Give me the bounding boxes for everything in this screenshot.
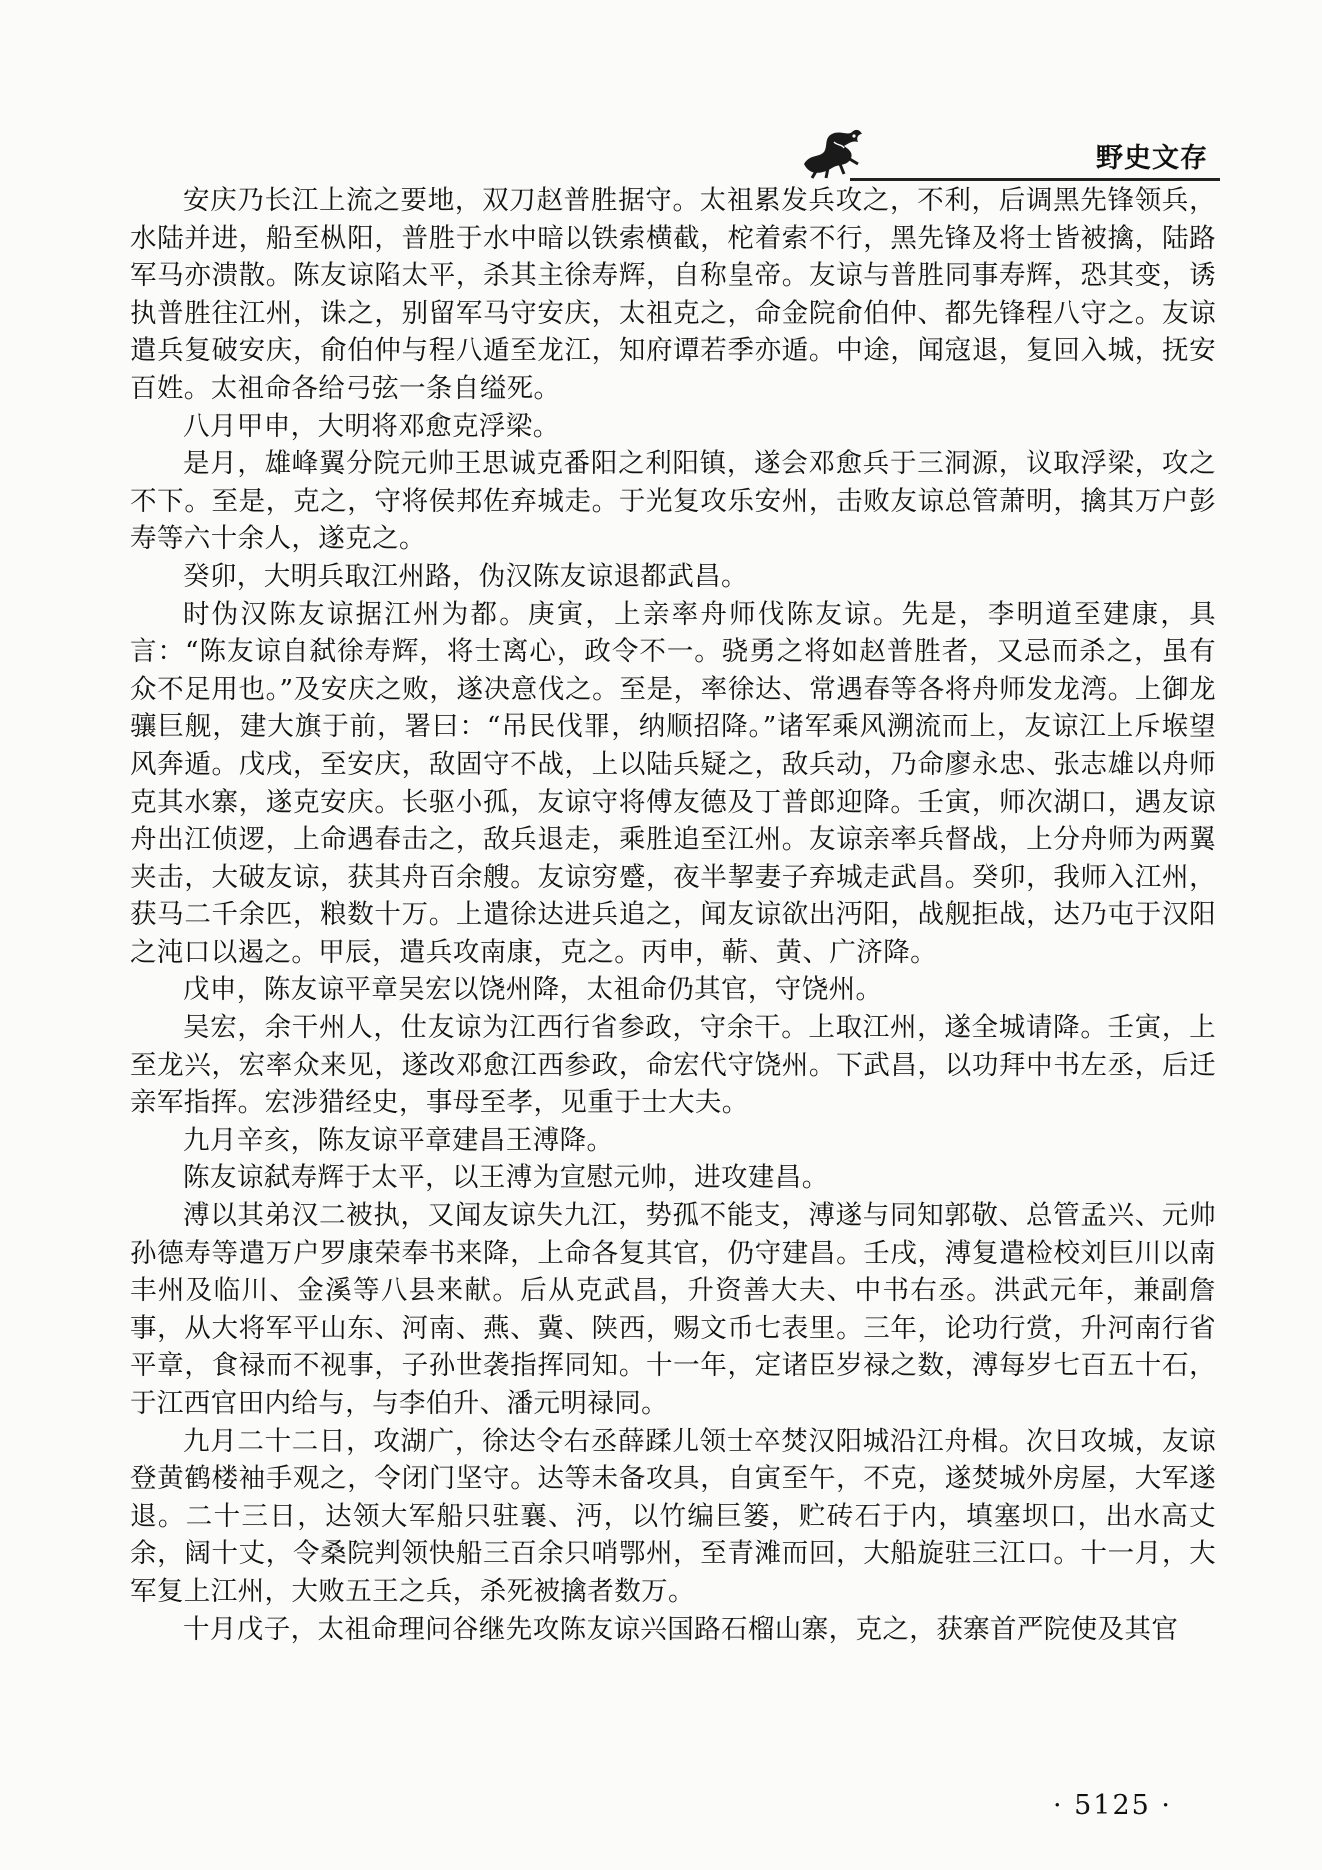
paragraph: 是月，雄峰翼分院元帅王思诚克番阳之利阳镇，遂会邓愈兵于三洞源，议取浮梁，攻之不下。至是，克之，守将侯邦佐弃城走。于光复攻乐安州，击败友谅总管萧明，擒其万户彭寿等六十余人，遂克之。: [130, 448, 1216, 555]
dragon-emblem-icon: [798, 124, 868, 180]
paragraph: 溥以其弟汉二被执，又闻友谅失九江，势孤不能支，溥遂与同知郭敬、总管孟兴、元帅孙德寿等遣万户罗康荣奉书来降，上命各复其官，仍守建昌。壬戌，溥复遣检校刘巨川以南丰州及临川、金溪等八县来献。后从克武昌，升资善大夫、中书右丞。洪武元年，兼副詹事，从大将军平山东、河南、燕、冀、陕西，赐文币七表里。三年，论功行赏，升河南行省平章，食禄而不视事，子孙世袭指挥同知。十一年，定诸臣岁禄之数，溥每岁七百五十石，于江西官田内给与，与李伯升、潘元明禄同。: [130, 1200, 1216, 1419]
paragraph: 戊申，陈友谅平章吴宏以饶州降，太祖命仍其官，守饶州。: [183, 974, 883, 1006]
main-text: [130, 182, 1216, 1648]
paragraph: 八月甲申，大明将邓愈克浮梁。: [183, 410, 560, 442]
page-number: · 5125 ·: [1052, 1790, 1172, 1821]
paragraph: 癸卯，大明兵取江州路，伪汉陈友谅退都武昌。: [183, 560, 748, 592]
paragraph: 十月戊子，太祖命理问谷继先攻陈友谅兴国路石榴山寨，克之，获寨首严院使及其官: [183, 1613, 1179, 1645]
paragraph: 九月二十二日，攻湖广，徐达令右丞薛蹂儿领士卒焚汉阳城沿江舟楫。次日攻城，友谅登黄鹤楼袖手观之，令闭门坚守。达等未备攻具，自寅至午，不克，遂焚城外房屋，大军遂退。二十三日，达领大军船只驻襄、沔，以竹编巨篓，贮砖石于内，填塞坝口，出水高丈余，阔十丈，令桑院判领快船三百余只哨鄂州，至青滩而回，大船旋驻三江口。十一月，大军复上江州，大败五王之兵，杀死被擒者数万。: [130, 1425, 1216, 1607]
paragraph: 时伪汉陈友谅据江州为都。庚寅，上亲率舟师伐陈友谅。先是，李明道至建康，具言：“陈友谅自弑徐寿辉，将士离心，政令不一。骁勇之将如赵普胜者，又忌而杀之，虽有众不足用也。”及安庆之败，遂决意伐之。至是，率徐达、常遇春等各将舟师发龙湾。上御龙骧巨舰，建大旗于前，署曰：“吊民伐罪，纳顺招降。”诸军乘风溯流而上，友谅江上斥堠望风奔遁。戊戌，至安庆，敌固守不战，上以陆兵疑之，敌兵动，乃命廖永忠、张志雄以舟师克其水寨，遂克安庆。长驱小孤，友谅守将傅友德及丁普郎迎降。壬寅，师次湖口，遇友谅舟出江侦逻，上命遇春击之，敌兵退走，乘胜追至江州。友谅亲率兵督战，上分舟师为两翼夹击，大破友谅，获其舟百余艘。友谅穷蹙，夜半挈妻子弃城走武昌。癸卯，我师入江州，获马二千余匹，粮数十万。上遣徐达进兵追之，闻友谅欲出沔阳，战舰拒战，达乃屯于汉阳之沌口以遏之。甲辰，遣兵攻南康，克之。丙申，蕲、黄、广济降。: [130, 598, 1216, 968]
header-rule: [850, 178, 1220, 181]
paragraph: 安庆乃长江上流之要地，双刀赵普胜据守。太祖累发兵攻之，不利，后调黑先锋领兵，水陆并进，船至枞阳，普胜于水中暗以铁索横截，柁着索不行，黑先锋及将士皆被擒，陆路军马亦溃散。陈友谅陷太平，杀其主徐寿辉，自称皇帝。友谅与普胜同事寿辉，恐其变，诱执普胜往江州，诛之，别留军马守安庆，太祖克之，命金院俞伯仲、都先锋程八守之。友谅遣兵复破安庆，俞伯仲与程八遁至龙江，知府谭若季亦遁。中途，闻寇退，复回入城，抚安百姓。太祖命各给弓弦一条自缢死。: [130, 185, 1216, 404]
paragraph: 吴宏，余干州人，仕友谅为江西行省参政，守余干。上取江州，遂全城请降。壬寅，上至龙兴，宏率众来见，遂改邓愈江西参政，命宏代守饶州。下武昌，以功拜中书左丞，后迁亲军指挥。宏涉猎经史，事母至孝，见重于士大夫。: [130, 1012, 1216, 1119]
book-title: 野史文存: [1096, 143, 1208, 174]
paragraph: 陈友谅弑寿辉于太平，以王溥为宣慰元帅，进攻建昌。: [183, 1162, 829, 1194]
paragraph: 九月辛亥，陈友谅平章建昌王溥降。: [183, 1124, 614, 1156]
running-header: [790, 118, 1220, 188]
